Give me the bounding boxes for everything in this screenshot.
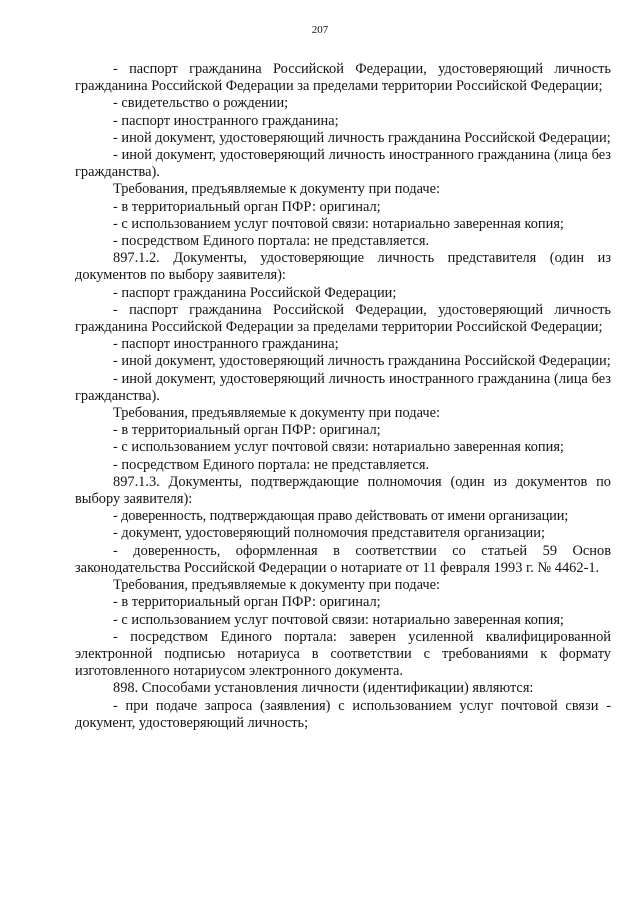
paragraph: - свидетельство о рождении; [113,95,289,112]
paragraph: - паспорт гражданина Российской Федерации, удостоверяющий личность гражданина Российской Федерации за пределами территории Российской Федерации; [75,301,611,336]
paragraph: - иной документ, удостоверяющий личность иностранного гражданина (лица без гражданства). [75,147,611,181]
paragraph: - иной документ, удостоверяющий личность иностранного гражданина (лица без гражданства). [75,370,611,404]
paragraph: - доверенность, подтверждающая право действовать от имени организации; [113,508,569,525]
paragraph: Требования, предъявляемые к документу при подаче: [113,577,440,594]
paragraph: - документ, удостоверяющий полномочия представителя организации; [113,525,545,542]
paragraph: - посредством Единого портала: не представляется. [113,456,430,473]
paragraph: 897.1.3. Документы, подтверждающие полномочия (один из документов по выбору заявителя): [75,473,611,508]
paragraph: - в территориальный орган ПФР: оригинал; [113,594,381,611]
page-number: 207 [311,24,329,36]
paragraph: - в территориальный орган ПФР: оригинал; [113,198,381,215]
paragraph: - с использованием услуг почтовой связи: нотариально заверенная копия; [113,439,564,456]
paragraph: - доверенность, оформленная в соответствии со статьей 59 Основ законодательства Российской Федерации о нотариате от 11 февраля 1993 г. № 4462-1. [75,542,611,576]
paragraph: - паспорт иностранного гражданина; [113,112,339,129]
paragraph: Требования, предъявляемые к документу при подаче: [113,405,440,422]
paragraph: - посредством Единого портала: не представляется. [113,233,430,250]
paragraph: - паспорт гражданина Российской Федерации, удостоверяющий личность гражданина Российской Федерации за пределами территории Российской Федерации; [75,61,611,95]
paragraph: - паспорт иностранного гражданина; [113,336,339,353]
paragraph: - при подаче запроса (заявления) с использованием услуг почтовой связи - документ, удостоверяющий личность; [75,697,611,731]
paragraph: - иной документ, удостоверяющий личность гражданина Российской Федерации; [113,129,611,146]
paragraph: - иной документ, удостоверяющий личность гражданина Российской Федерации; [113,353,611,370]
paragraph: - посредством Единого портала: заверен усиленной квалифицированной электронной подписью нотариуса в соответствии с требованиями к формату изготовленного нотариусом электронного документа. [75,628,611,680]
paragraph: 897.1.2. Документы, удостоверяющие личность представителя (один из документов по выбору заявителя): [75,250,611,284]
paragraph: Требования, предъявляемые к документу при подаче: [113,181,440,198]
paragraph: 898. Способами установления личности (идентификации) являются: [113,680,534,697]
paragraph: - с использованием услуг почтовой связи: нотариально заверенная копия; [113,215,564,232]
paragraph: - в территориальный орган ПФР: оригинал; [113,422,381,439]
paragraph: - с использованием услуг почтовой связи: нотариально заверенная копия; [113,611,564,628]
paragraph: - паспорт гражданина Российской Федерации; [113,284,397,301]
document-body [75,61,611,732]
